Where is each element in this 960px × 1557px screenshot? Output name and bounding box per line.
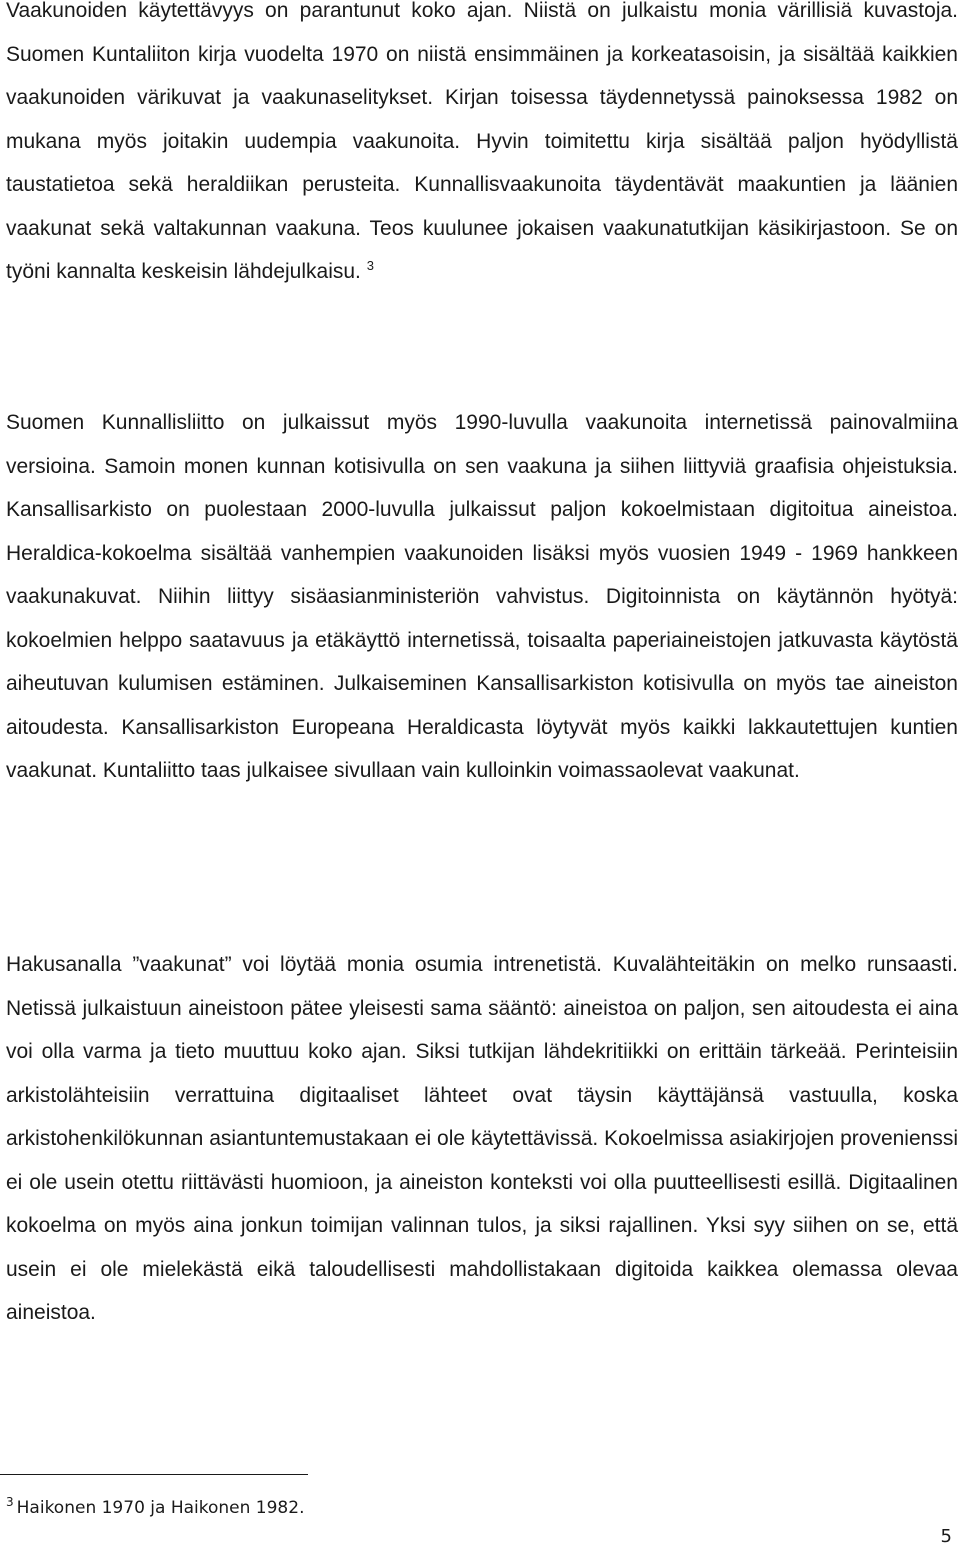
footnote-reference: 3 — [366, 258, 374, 273]
body-paragraph-2 — [6, 401, 958, 793]
paragraph-2-text: Suomen Kunnallisliitto on julkaissut myös 1990-luvulla vaakunoita internetissä painovalmiina versioina. Samoin monen kunnan kotisivulla on sen vaakuna ja siihen liittyviä graafisia ohjeistuksia. Kansallisarkisto on puolestaan 2000-luvulla julkaissut paljon kokoelmistaan digitoitua aineistoa. Heraldica-kokoelma sisältää vanhempien vaakunoiden lisäksi myös vuosien 1949 - 1969 hankkeen vaakunakuvat. Niihin liittyy sisäasianministeriön vahvistus. Digitoinnista on käytännön hyötyä: kokoelmien helppo saatavuus ja etäkäyttö internetissä, toisaalta paperiaineistojen jatkuvasta käytöstä aiheutuvan kulumisen estäminen. Julkaiseminen Kansallisarkiston kotisivulla on myös tae aineiston aitoudesta. Kansallisarkiston Europeana Heraldicasta löytyvät myös kaikki lakkautettujen kuntien vaakunat. Kuntaliitto taas julkaisee sivullaan vain kulloinkin voimassaolevat vaakunat. — [6, 411, 958, 782]
page-number: 5 — [940, 1526, 952, 1547]
paragraph-3-text: Hakusanalla ”vaakunat” voi löytää monia osumia intrenetistä. Kuvalähteitäkin on melko runsaasti. Netissä julkaistuun aineistoon pätee yleisesti sama sääntö: aineistoa on paljon, sen aitoudesta ei aina voi olla varma ja tieto muuttuu koko ajan. Siksi tutkijan lähdekritiikki on erittäin tärkeää. Perinteisiin arkistolähteisiin verrattuina digitaaliset lähteet ovat täysin käyttäjänsä vastuulla, koska arkistohenkilökunnan asiantuntemustakaan ei ole käytettävissä. Kokoelmissa asiakirjojen provenienssi ei ole usein otettu riittävästi huomioon, ja aineiston konteksti voi olla puutteellisesti esillä. Digitaalinen kokoelma on myös aina jonkun toimijan valinnan tulos, ja siksi rajallinen. Yksi syy siihen on se, että usein ei ole mielekästä eikä taloudellisesti mahdollistakaan digitoida kaikkea olemassa olevaa aineistoa. — [6, 953, 958, 1324]
paragraph-1-text: Vaakunoiden käytettävyys on parantunut koko ajan. Niistä on julkaistu monia värillisiä kuvastoja. Suomen Kuntaliiton kirja vuodelta 1970 on niistä ensimmäinen ja korkeatasoisin, ja sisältää kaikkien vaakunoiden värikuvat ja vaakunaselitykset. Kirjan toisessa täydennetyssä painoksessa 1982 on mukana myös joitakin uudempia vaakunoita. Hyvin toimitettu kirja sisältää paljon hyödyllistä taustatietoa sekä heraldiikan perusteita. Kunnallisvaakunoita täydentävät maakuntien ja läänien vaakunat sekä valtakunnan vaakuna. Teos kuulunee jokaisen vaakunatutkijan käsikirjastoon. Se on työni kannalta keskeisin lähdejulkaisu. — [6, 0, 958, 283]
footnote-text: Haikonen 1970 ja Haikonen 1982. — [16, 1498, 305, 1518]
body-paragraph-3 — [6, 943, 958, 1335]
footnote-separator — [0, 1474, 308, 1475]
body-paragraph-1 — [6, 0, 958, 294]
footnote — [6, 1496, 304, 1520]
footnote-number: 3 — [6, 1495, 14, 1510]
